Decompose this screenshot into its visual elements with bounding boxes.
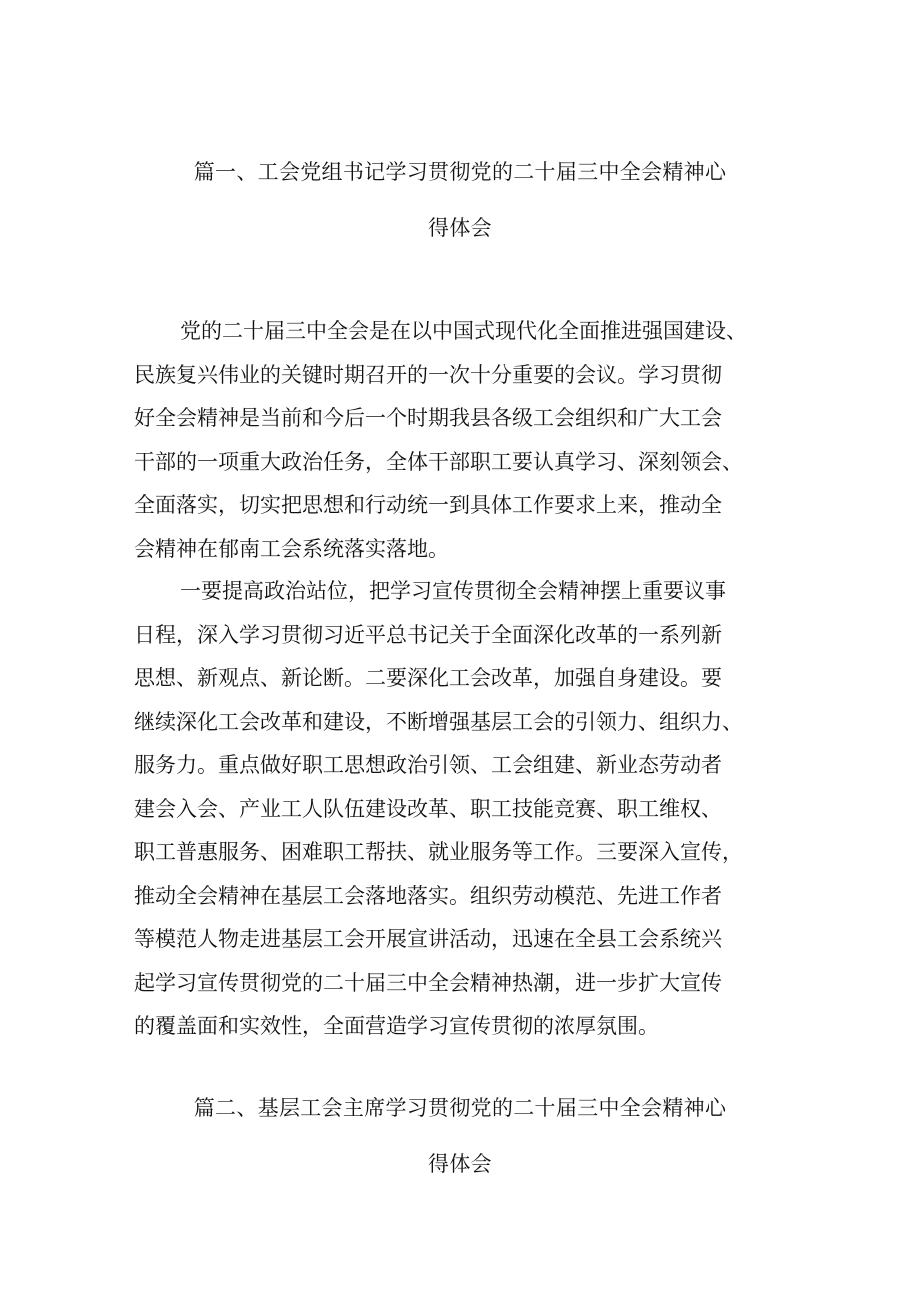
heading-line: 篇二、基层工会主席学习贯彻党的二十届三中全会精神心: [193, 1096, 727, 1120]
section-1-paragraph-1: [134, 310, 794, 571]
heading-line: 篇一、工会党组书记学习贯彻党的二十届三中全会精神心: [193, 160, 727, 184]
section-2-heading: [134, 1080, 786, 1192]
paragraph-line: 职工普惠服务、困难职工帮扶、就业服务等工作。三要深入宣传，: [134, 840, 743, 864]
paragraph-line: 会精神在郁南工会系统落实落地。: [134, 536, 449, 561]
paragraph-line: 全面落实，切实把思想和行动统一到具体工作要求上来，推动全: [134, 493, 722, 517]
heading-line: 得体会: [428, 1152, 492, 1176]
paragraph-line: 日程，深入学习贯彻习近平总书记关于全面深化改革的一系列新: [134, 622, 722, 647]
paragraph-line: 继续深化工会改革和建设，不断增强基层工会的引领力、组织力、: [134, 709, 743, 734]
paragraph-line: 干部的一项重大政治任务，全体干部职工要认真学习、深刻领会、: [134, 449, 743, 474]
paragraph-line: 起学习宣传贯彻党的二十届三中全会精神热潮，进一步扩大宣传: [134, 970, 722, 995]
paragraph-line: 好全会精神是当前和今后一个时期我县各级工会组织和广大工会: [134, 406, 722, 430]
paragraph-line: 推动全会精神在基层工会落地落实。组织劳动模范、先进工作者: [134, 883, 722, 908]
paragraph-line: 民族复兴伟业的关键时期召开的一次十分重要的会议。学习贯彻: [134, 362, 722, 387]
paragraph-line: 等模范人物走进基层工会开展宣讲活动，迅速在全县工会系统兴: [134, 927, 722, 951]
section-1-heading: [134, 144, 786, 256]
section-1-paragraph-2: [134, 570, 794, 1049]
paragraph-line: 建会入会、产业工人队伍建设改革、职工技能竞赛、职工维权、: [134, 796, 722, 821]
paragraph-line: 党的二十届三中全会是在以中国式现代化全面推进强国建设、: [180, 319, 747, 343]
paragraph-line: 服务力。重点做好职工思想政治引领、工会组建、新业态劳动者: [134, 753, 722, 777]
heading-line: 得体会: [428, 216, 492, 240]
paragraph-line: 的覆盖面和实效性，全面营造学习宣传贯彻的浓厚氛围。: [134, 1014, 659, 1038]
paragraph-line: 一要提高政治站位，把学习宣传贯彻全会精神摆上重要议事: [180, 579, 726, 603]
paragraph-line: 思想、新观点、新论断。二要深化工会改革，加强自身建设。要: [134, 666, 722, 690]
